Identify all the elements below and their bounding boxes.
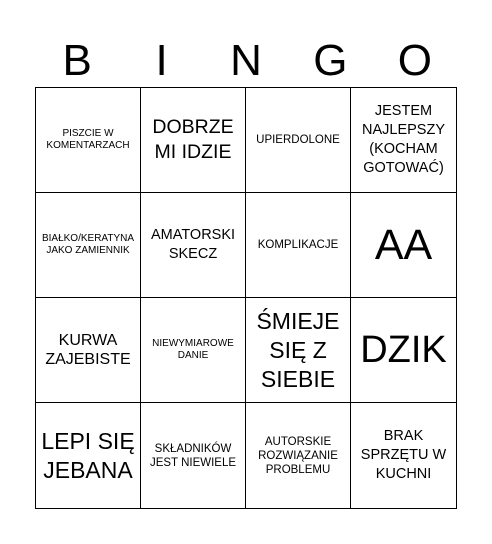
header-letter-g: G [313, 36, 348, 85]
bingo-cell[interactable] [36, 193, 141, 298]
cell-text: PISZCIE W KOMENTARZACH [46, 128, 130, 151]
cell-text: AMATORSKI SKECZ [150, 227, 236, 262]
bingo-cell[interactable] [36, 88, 141, 193]
bingo-cell[interactable] [246, 298, 351, 403]
bingo-cell[interactable] [36, 298, 141, 403]
bingo-cell[interactable] [141, 298, 246, 403]
cell-text: SKŁADNIKÓW JEST NIEWIELE [149, 442, 237, 469]
bingo-grid [35, 87, 457, 509]
header-letter-n: N [230, 36, 262, 85]
bingo-cell[interactable] [36, 403, 141, 508]
bingo-header [35, 36, 457, 86]
header-letter-b: B [62, 36, 92, 85]
cell-text: AUTORSKIE ROZWIĄZANIE PROBLEMU [258, 435, 338, 476]
bingo-cell[interactable] [141, 403, 246, 508]
cell-text: JESTEM NAJLEPSZY (KOCHAM GOTOWAĆ) [362, 103, 445, 176]
cell-text: DZIK [360, 329, 447, 371]
cell-text: LEPI SIĘ JEBANA [41, 427, 135, 483]
header-letter-i: I [155, 36, 168, 85]
bingo-cell[interactable] [351, 298, 456, 403]
cell-text: ŚMIEJE SIĘ Z SIEBIE [256, 307, 340, 392]
cell-text: BRAK SPRZĘTU W KUCHNI [360, 428, 447, 482]
bingo-cell[interactable] [246, 403, 351, 508]
bingo-cell[interactable] [246, 88, 351, 193]
header-letter-o: O [397, 36, 432, 85]
bingo-cell[interactable] [351, 403, 456, 508]
cell-text: NIEWYMIAROWE DANIE [152, 338, 234, 361]
bingo-cell[interactable] [351, 193, 456, 298]
cell-text: DOBRZE MI IDZIE [152, 116, 234, 163]
cell-text: KOMPLIKACJE [257, 239, 339, 251]
bingo-cell[interactable] [141, 88, 246, 193]
bingo-cell[interactable] [141, 193, 246, 298]
cell-text: BIAŁKO/KERATYNA JAKO ZAMIENNIK [41, 233, 135, 256]
bingo-cell[interactable] [246, 193, 351, 298]
cell-text: KURWA ZAJEBISTE [45, 332, 131, 368]
bingo-cell[interactable] [351, 88, 456, 193]
cell-text: UPIERDOLONE [256, 134, 340, 146]
cell-text: AA [374, 221, 433, 269]
